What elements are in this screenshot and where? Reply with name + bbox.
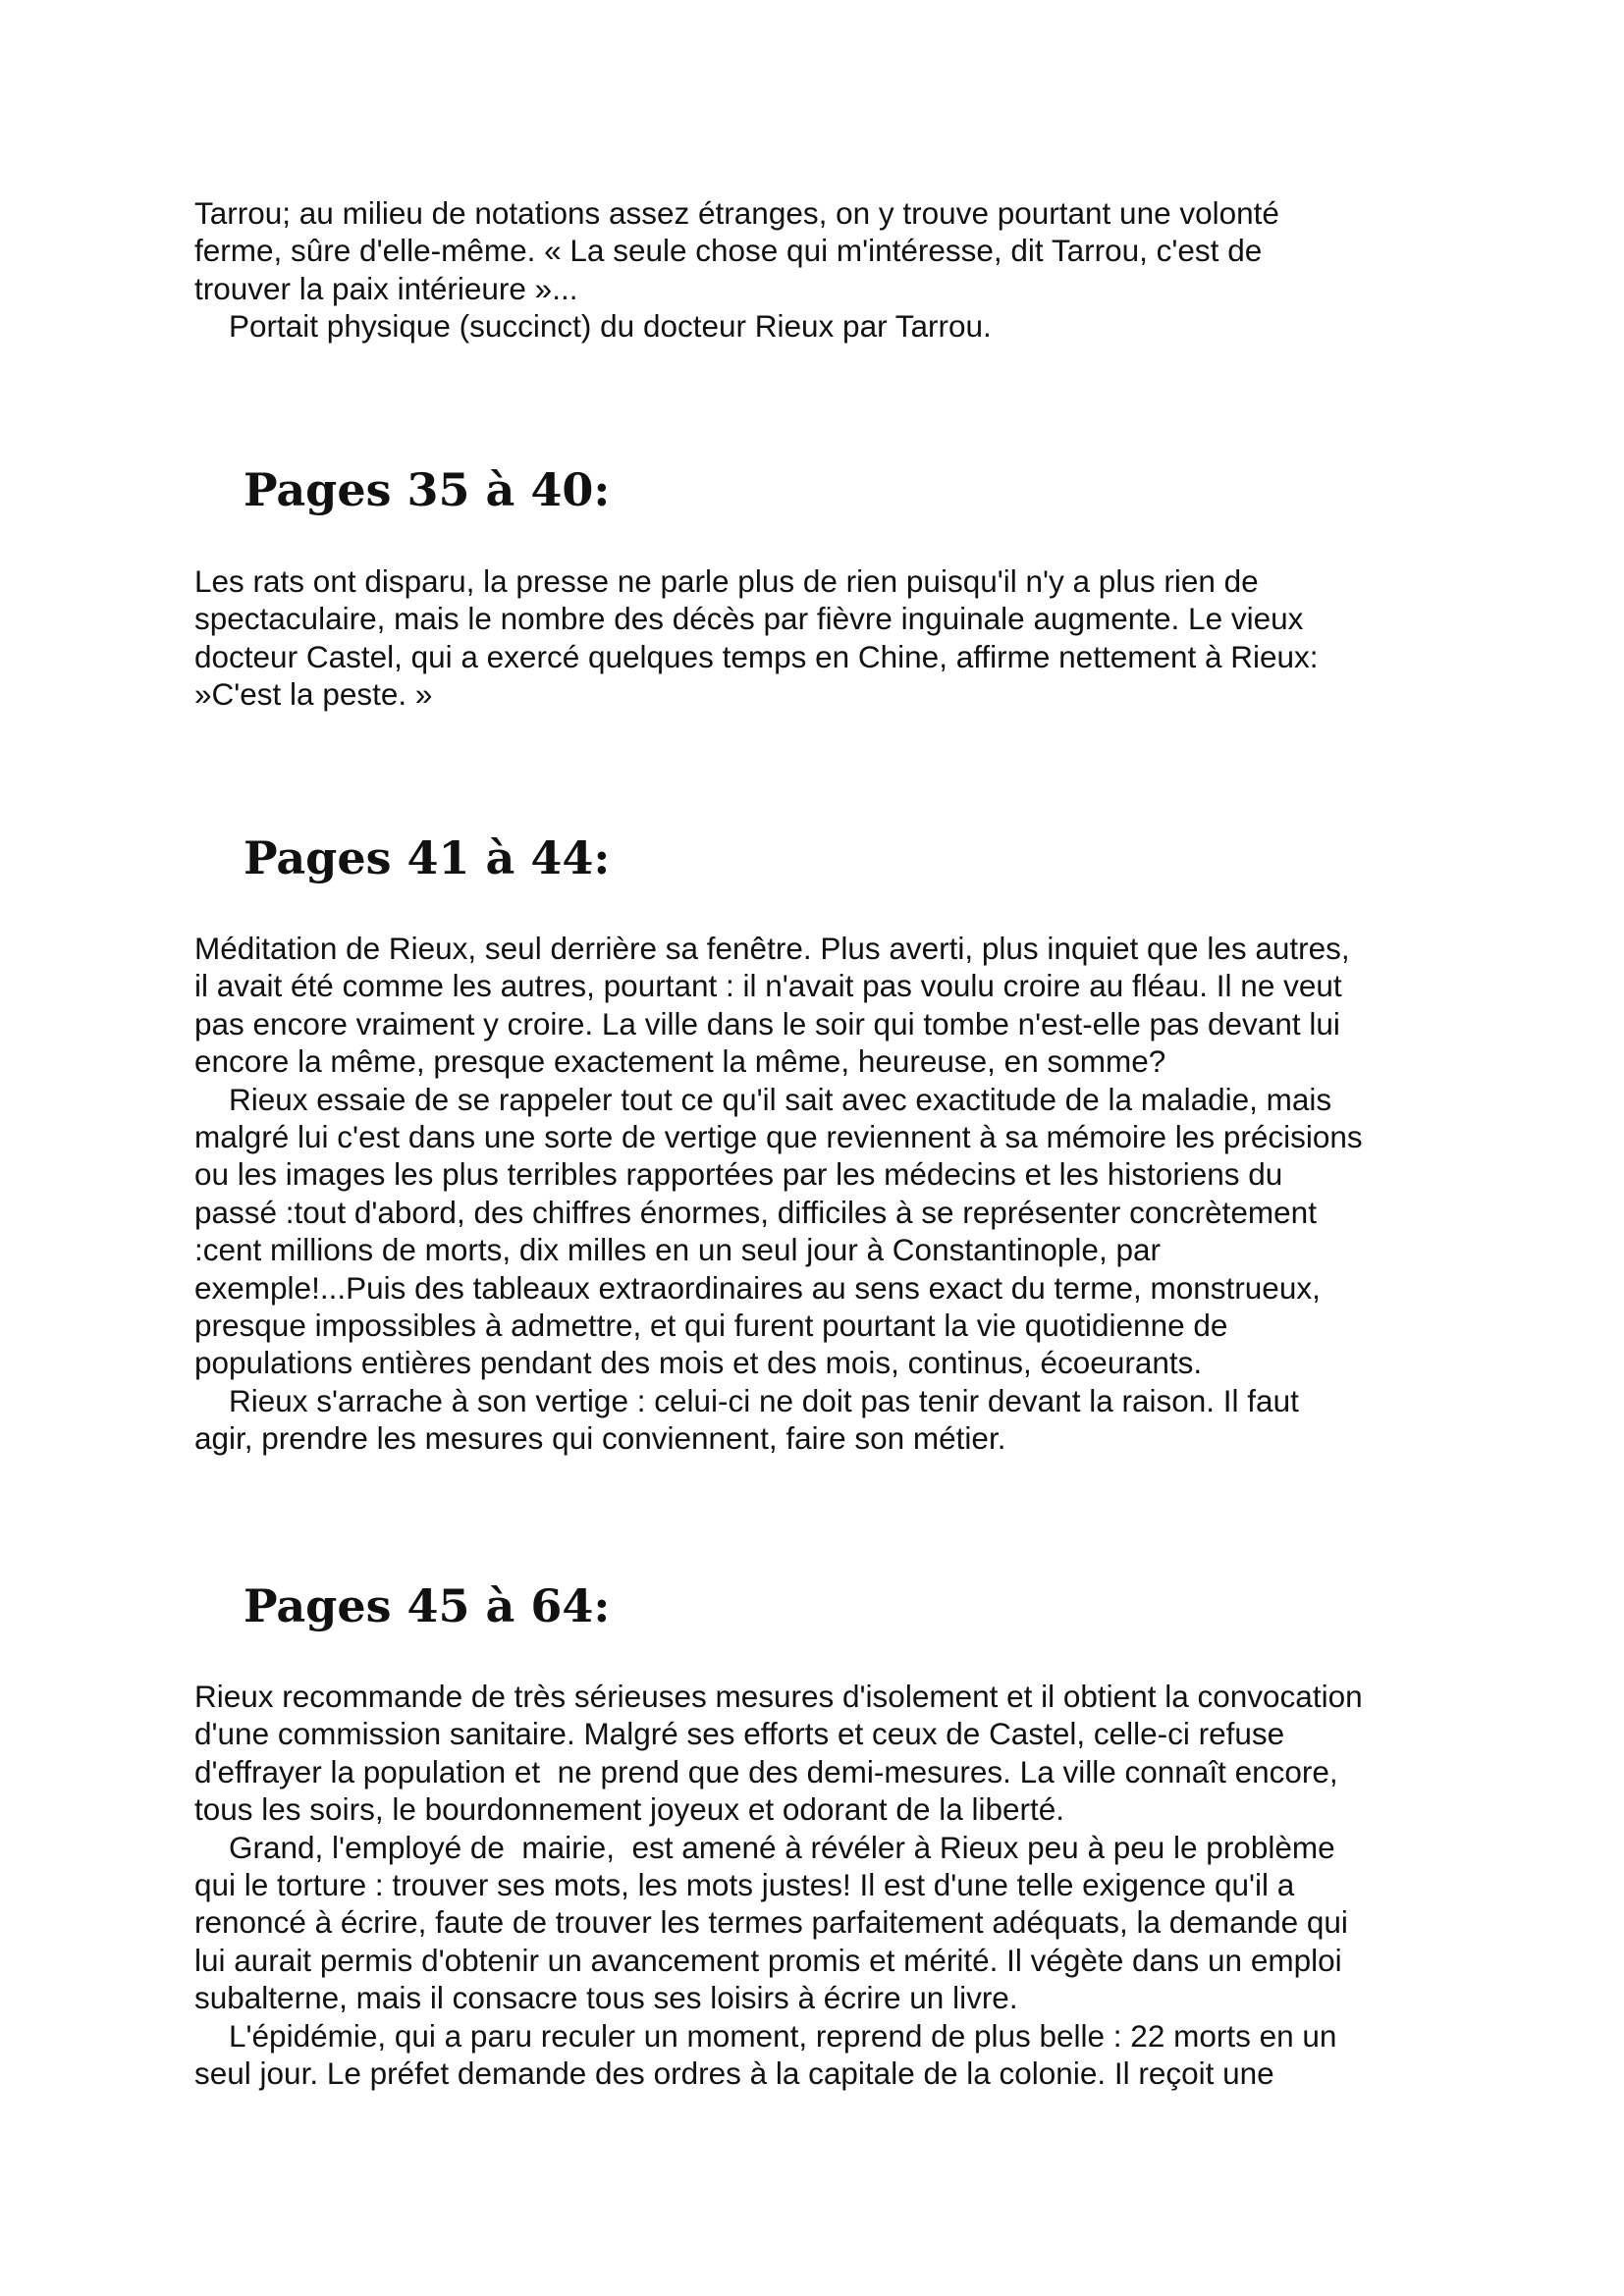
text-line: d'effrayer la population et ne prend que des demi-mesures. La ville connaît encore, <box>194 1753 1338 1789</box>
text-line: populations entières pendant des mois et des mois, continus, écoeurants. <box>194 1345 1203 1381</box>
text-line: presque impossibles à admettre, et qui furent pourtant la vie quotidienne de <box>194 1308 1228 1344</box>
text-line: Portait physique (succinct) du docteur Rieux par Tarrou. <box>194 308 992 345</box>
text-line: Rieux recommande de très sérieuses mesures d'isolement et il obtient la convocation <box>194 1679 1363 1714</box>
text-line: Grand, l'employé de mairie, est amené à révéler à Rieux peu à peu le problème <box>194 1829 1335 1865</box>
text-line: spectaculaire, mais le nombre des décès par fièvre inguinale augmente. Le vieux <box>194 601 1304 637</box>
section-heading-pages-35-40: Pages 35 à 40: <box>244 463 611 516</box>
text-line: qui le torture : trouver ses mots, les mots justes! Il est d'une telle exigence qu'il a <box>194 1867 1295 1903</box>
section-2-paragraph <box>194 930 1471 1458</box>
text-line: il avait été comme les autres, pourtant : il n'avait pas voulu croire au fléau. Il ne veut <box>194 968 1342 1004</box>
text-line: docteur Castel, qui a exercé quelques temps en Chine, affirme nettement à Rieux: <box>194 638 1319 674</box>
text-line: »C'est la peste. » <box>194 676 433 713</box>
section-3-paragraph <box>194 1678 1471 2092</box>
text-line: renoncé à écrire, faute de trouver les termes parfaitement adéquats, la demande qui <box>194 1904 1348 1941</box>
text-line: d'une commission sanitaire. Malgré ses efforts et ceux de Castel, celle-ci refuse <box>194 1716 1285 1752</box>
intro-paragraph <box>194 194 1471 346</box>
text-line: trouver la paix intérieure »... <box>194 270 578 306</box>
text-line: ferme, sûre d'elle-même. « La seule chose qui m'intéresse, dit Tarrou, c'est de <box>194 233 1263 269</box>
text-line: Rieux s'arrache à son vertige : celui-ci ne doit pas tenir devant la raison. Il faut <box>194 1382 1299 1418</box>
text-line: agir, prendre les mesures qui conviennent, faire son métier. <box>194 1420 1006 1457</box>
text-line: Tarrou; au milieu de notations assez étranges, on y trouve pourtant une volonté <box>194 195 1279 231</box>
text-line: passé :tout d'abord, des chiffres énormes, difficiles à se représenter concrètement <box>194 1194 1317 1230</box>
text-line: exemple!...Puis des tableaux extraordinaires au sens exact du terme, monstrueux, <box>194 1269 1321 1306</box>
text-line: Rieux essaie de se rappeler tout ce qu'il sait avec exactitude de la maladie, mais <box>194 1081 1332 1117</box>
text-line: ou les images les plus terribles rapportées par les médecins et les historiens du <box>194 1156 1283 1193</box>
text-line: seul jour. Le préfet demande des ordres à la capitale de la colonie. Il reçoit une <box>194 2056 1274 2092</box>
section-1-paragraph <box>194 562 1471 714</box>
text-line: encore la même, presque exactement la même, heureuse, en somme? <box>194 1043 1166 1080</box>
text-line: pas encore vraiment y croire. La ville dans le soir qui tombe n'est-elle pas devant lui <box>194 1005 1340 1041</box>
text-line: L'épidémie, qui a paru reculer un moment, reprend de plus belle : 22 morts en un <box>194 2017 1337 2054</box>
text-line: Méditation de Rieux, seul derrière sa fenêtre. Plus averti, plus inquiet que les autres, <box>194 931 1350 966</box>
section-heading-pages-45-64: Pages 45 à 64: <box>244 1579 611 1632</box>
section-heading-pages-41-44: Pages 41 à 44: <box>244 831 611 884</box>
text-line: tous les soirs, le bourdonnement joyeux et odorant de la liberté. <box>194 1791 1065 1828</box>
text-line: Les rats ont disparu, la presse ne parle plus de rien puisqu'il n'y a plus rien de <box>194 563 1259 599</box>
text-line: :cent millions de morts, dix milles en un seul jour à Constantinople, par <box>194 1232 1161 1268</box>
text-line: lui aurait permis d'obtenir un avancement promis et mérité. Il végète dans un emploi <box>194 1942 1342 1978</box>
text-line: subalterne, mais il consacre tous ses loisirs à écrire un livre. <box>194 1980 1018 2016</box>
text-line: malgré lui c'est dans une sorte de vertige que reviennent à sa mémoire les précisions <box>194 1119 1363 1155</box>
